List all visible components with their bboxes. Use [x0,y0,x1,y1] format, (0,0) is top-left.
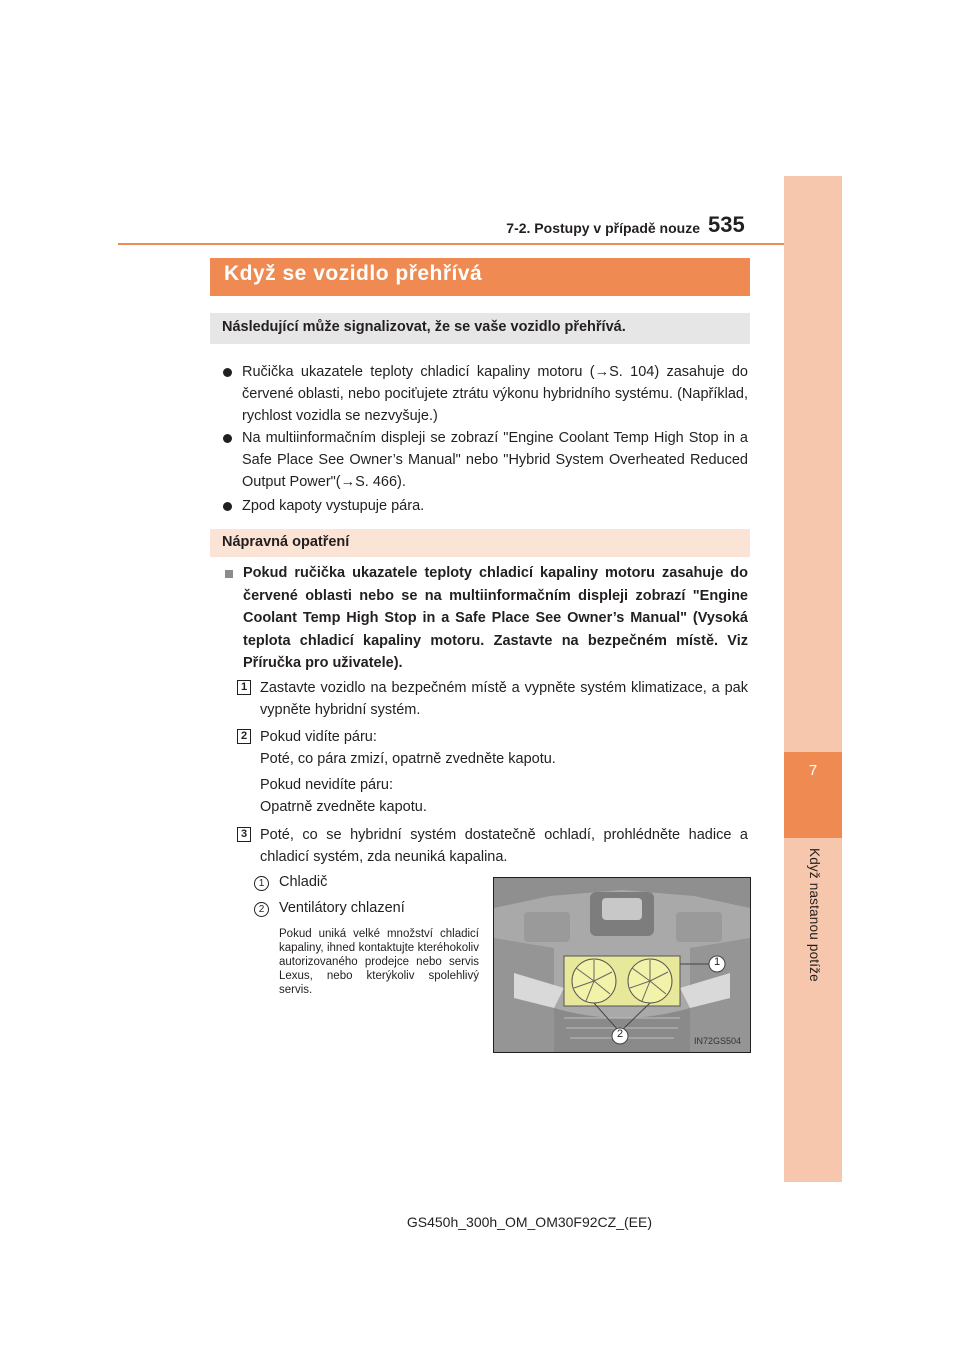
square-bullet-icon [225,570,233,578]
legend-number-circle: 1 [254,876,269,891]
figure-code: IN72GS504 [694,1036,742,1046]
bullet-dot-icon [223,502,232,511]
running-header-section: 7-2. Postupy v případě nouze [506,220,700,236]
document-code-footer: GS450h_300h_OM_OM30F92CZ_(EE) [406,1214,652,1230]
condition-paragraph: Pokud ručička ukazatele teploty chladicí kapaliny motoru zasahuje do červené oblasti nebo se na multiinformačním displeji zobrazí "Engine Coolant Temp High Stop in a Safe Place See Owner’s Manual" (Vysoká teplota chladicí kapaliny motoru. Zastavte na bezpečném místě. Viz Příručka pro uživatele). [243,565,748,671]
subtitle: Následující může signalizovat, že se vaše vozidlo přehřívá. [222,319,626,335]
step-number-box: 1 [237,680,251,695]
bullet-item: Zpod kapoty vystupuje pára. [223,495,748,517]
caution-note: Pokud uniká velké množství chladicí kapaliny, ihned kontaktujte kteréhokoliv autorizovaného prodejce nebo servis Lexus, nebo kterýkoliv spolehlivý servis. [279,928,479,996]
section2-title: Nápravná opatření [222,534,350,550]
chapter-title: Když nastanou potíže [807,848,822,982]
engine-bay-illustration [493,877,751,1053]
legend-label: Ventilátory chlazení [279,900,405,916]
figure-callout-2: 2 [616,1028,624,1040]
bullet-item: Na multiinformačním displeji se zobrazí "Engine Coolant Temp High Stop in a Safe Place See Owner’s Manual" nebo "Hybrid System Overheated Reduced Output Power"(→S. 466). [223,427,748,493]
step-text: Opatrně zvedněte kapotu. [260,799,427,815]
bullet-dot-icon [223,434,232,443]
section-title: Když se vozidlo přehřívá [224,262,483,285]
page-number: 535 [708,212,745,237]
bullet-dot-icon [223,368,232,377]
header-rule [118,243,784,245]
step-text: Pokud vidíte páru: [260,729,377,745]
legend-number-circle: 2 [254,902,269,917]
step-text: Zastavte vozidlo na bezpečném místě a vypněte systém klimatizace, a pak vypněte hybridní systém. [260,680,748,718]
chapter-number: 7 [808,762,818,779]
step-text: Pokud nevidíte páru: [260,777,394,793]
legend-label: Chladič [279,874,328,890]
bullet-item: Ručička ukazatele teploty chladicí kapaliny motoru (→S. 104) zasahuje do červené oblasti, nebo pociťujete ztrátu výkonu hybridního systému. (Například, rychlost vozidla se nezvyšuje.) [223,361,748,427]
step-text: Poté, co pára zmizí, opatrně zvedněte kapotu. [260,751,556,767]
step-text: Poté, co se hybridní systém dostatečně ochladí, prohlédněte hadice a chladicí systém, zda neuniká kapalina. [260,827,748,865]
figure-callout-1: 1 [713,956,721,968]
step-number-box: 2 [237,729,251,744]
engine-bay-drawing [494,878,750,1052]
chapter-side-tab [784,176,842,1182]
step-number-box: 3 [237,827,251,842]
